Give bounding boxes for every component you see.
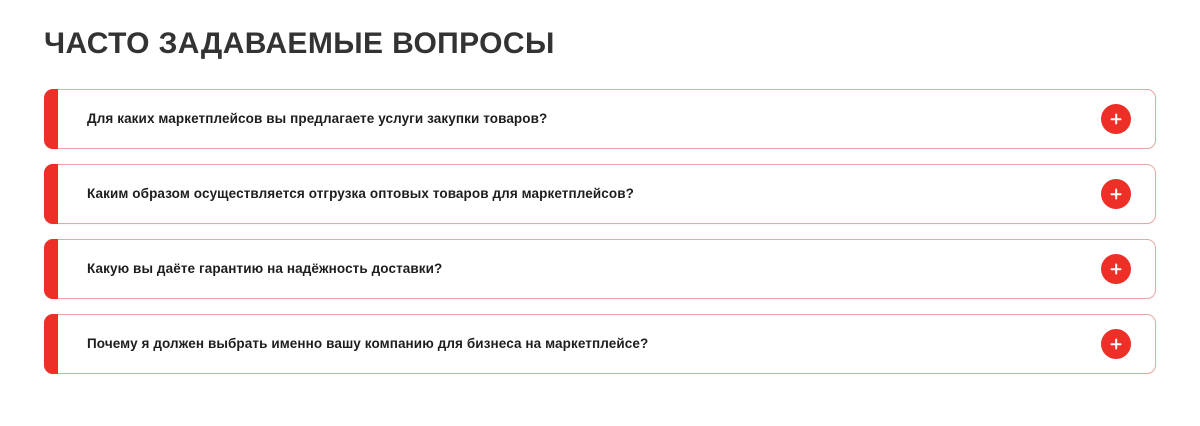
faq-question: Каким образом осуществляется отгрузка оптовых товаров для маркетплейсов? [87, 186, 634, 202]
accent-bar [44, 89, 58, 149]
faq-question: Какую вы даёте гарантию на надёжность доставки? [87, 261, 443, 277]
accent-bar [44, 239, 58, 299]
plus-icon[interactable] [1101, 179, 1131, 209]
page-title: ЧАСТО ЗАДАВАЕМЫЕ ВОПРОСЫ [44, 27, 555, 60]
faq-item[interactable] [44, 314, 1156, 374]
faq-item[interactable] [44, 89, 1156, 149]
faq-list [44, 89, 1156, 374]
faq-question: Почему я должен выбрать именно вашу компанию для бизнеса на маркетплейсе? [87, 336, 649, 352]
faq-item[interactable] [44, 164, 1156, 224]
faq-item[interactable] [44, 239, 1156, 299]
faq-question: Для каких маркетплейсов вы предлагаете услуги закупки товаров? [87, 111, 548, 127]
plus-icon[interactable] [1101, 254, 1131, 284]
accent-bar [44, 314, 58, 374]
plus-icon[interactable] [1101, 104, 1131, 134]
plus-icon[interactable] [1101, 329, 1131, 359]
accent-bar [44, 164, 58, 224]
